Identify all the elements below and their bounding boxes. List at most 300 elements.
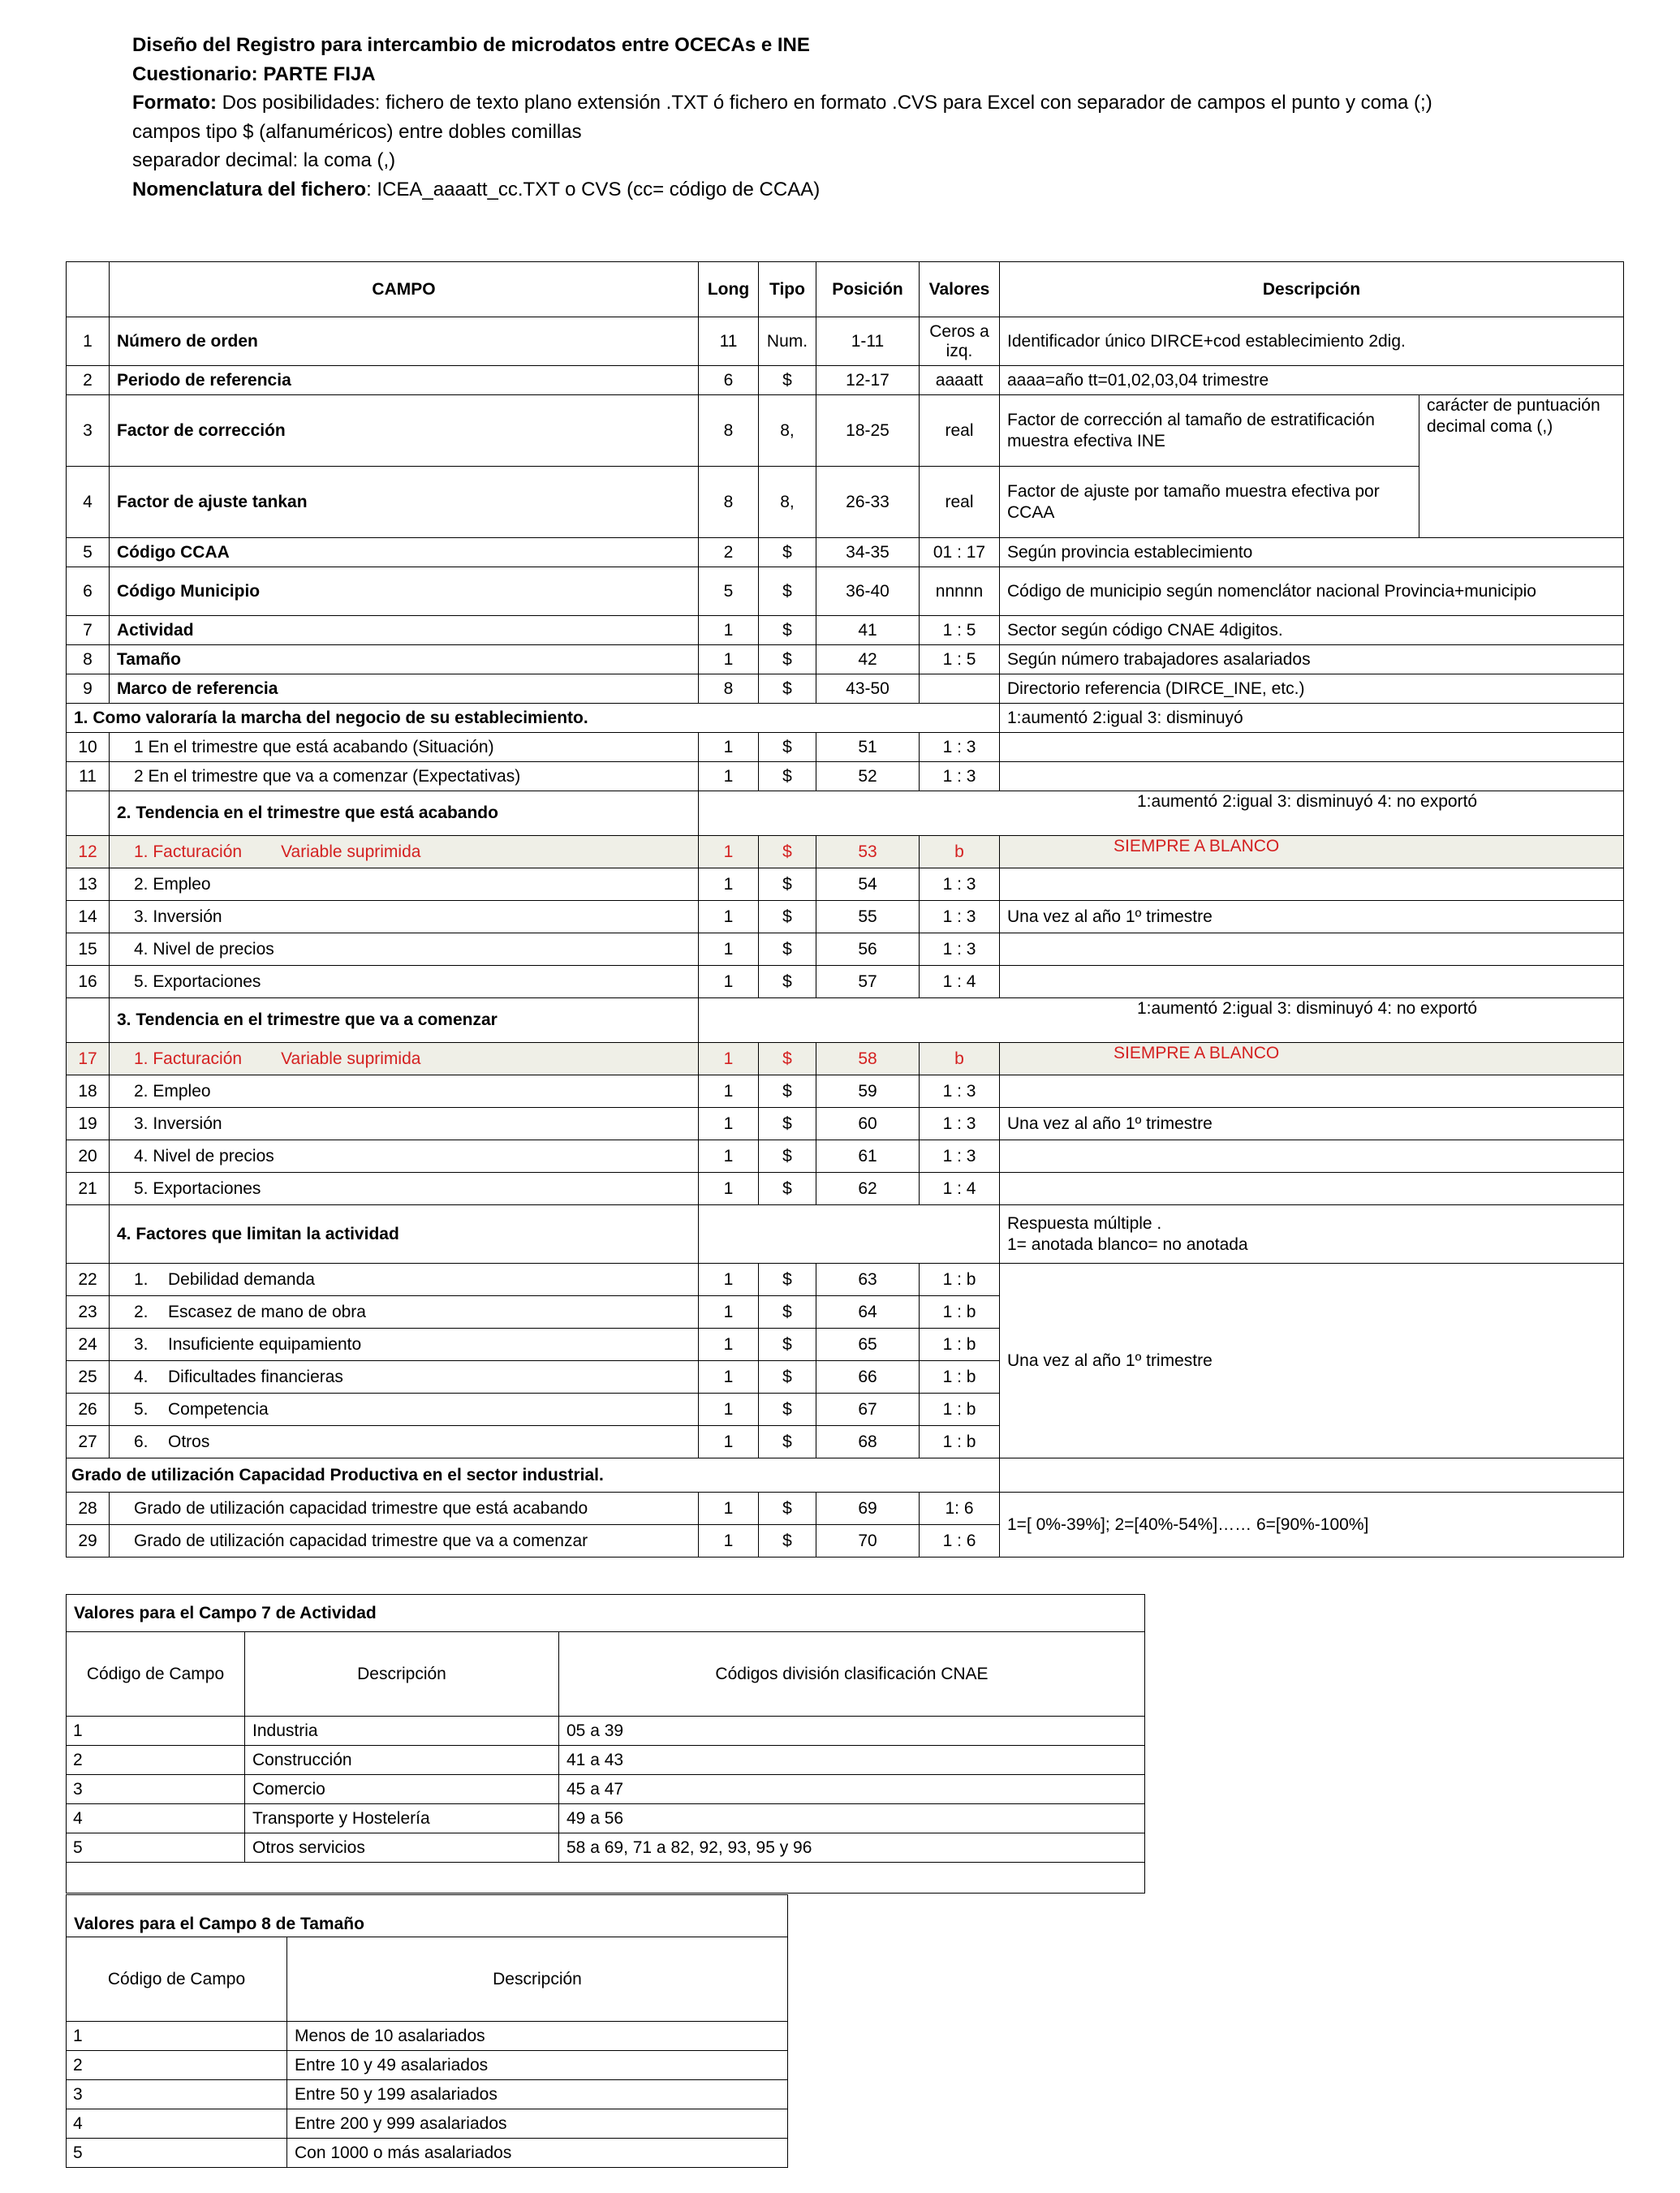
field-name: 3. Inversión [110,901,699,933]
field-description: Una vez al año 1º trimestre [1000,1264,1624,1458]
field-description: Sector según código CNAE 4digitos. [1000,616,1624,645]
field-length: 1 [699,1264,759,1296]
field-length: 8 [699,467,759,538]
row-number: 29 [67,1525,110,1558]
section-title: 3. Tendencia en el trimestre que va a comenzar [110,998,699,1043]
field-name [110,1329,699,1361]
section-title: 4. Factores que limitan la actividad [110,1205,699,1264]
field-values: 1 : b [920,1329,1000,1361]
decimal-note: separador decimal: la coma (,) [132,149,396,171]
col-header-posicion: Posición [816,262,920,317]
field-name: Factor de ajuste tankan [110,467,699,538]
empty-row [67,1863,1145,1894]
table-row [67,567,1624,616]
field-type: $ [759,1329,816,1361]
row-number: 20 [67,1140,110,1173]
field-position: 42 [816,645,920,674]
row-number: 26 [67,1394,110,1426]
field-length: 1 [699,1043,759,1075]
field-length: 1 [699,1394,759,1426]
table-row [67,538,1624,567]
code-cell: 1 [67,1717,245,1746]
code-cell: 1 [67,2022,287,2051]
cnae-cell: 45 a 47 [559,1775,1145,1804]
table-row [67,868,1624,901]
field-values: 1 : b [920,1296,1000,1329]
doc-subtitle: Cuestionario: PARTE FIJA [132,62,376,85]
item-number: 4. [134,1367,149,1386]
field-type: $ [759,1140,816,1173]
table-row [67,2139,788,2168]
code-cell: 5 [67,1833,245,1863]
table-row [67,2022,788,2051]
description-cell: Transporte y Hostelería [245,1804,559,1833]
field-description [1000,868,1624,901]
description-cell: Entre 50 y 199 asalariados [287,2080,788,2109]
field-length: 1 [699,1493,759,1525]
field-values: 01 : 17 [920,538,1000,567]
field-type: $ [759,1264,816,1296]
field-type: $ [759,674,816,704]
section-values-legend [1000,1205,1624,1264]
item-number: 3. [134,1334,149,1354]
table-row [67,2109,788,2139]
field-description: Factor de ajuste por tamaño muestra efectiva por CCAA [1000,467,1419,538]
field-values: 1 : 3 [920,733,1000,762]
field-type: $ [759,933,816,966]
field-length: 8 [699,395,759,467]
field-position: 41 [816,616,920,645]
table-row [67,2051,788,2080]
doc-title: Diseño del Registro para intercambio de microdatos entre OCECAs e INE [132,34,810,56]
table-row [67,645,1624,674]
record-layout-table [66,261,1624,1558]
nomenclature-line [132,175,1432,205]
field-length: 5 [699,567,759,616]
table7-header-codigo: Código de Campo [67,1632,245,1717]
code-cell: 2 [67,2051,287,2080]
row-number [67,1205,110,1264]
row-number: 24 [67,1329,110,1361]
field-name [110,1043,699,1075]
format-text: Dos posibilidades: fichero de texto plano extensión .TXT ó fichero en formato .CVS para Excel con separador de campos el punto y coma (;) [217,92,1432,114]
row-number: 19 [67,1108,110,1140]
table-row [67,733,1624,762]
row-number: 5 [67,538,110,567]
field-values: 1 : b [920,1264,1000,1296]
table-row [67,966,1624,998]
table-row [67,467,1624,538]
col-header-campo: CAMPO [110,262,699,317]
field-type: $ [759,538,816,567]
format-label: Formato: [132,92,217,114]
field-description: aaaa=año tt=01,02,03,04 trimestre [1000,366,1624,395]
row-number: 11 [67,762,110,791]
field-position: 54 [816,868,920,901]
cnae-cell: 49 a 56 [559,1804,1145,1833]
field-name [110,836,699,868]
row-number: 18 [67,1075,110,1108]
row-number: 16 [67,966,110,998]
field-values: 1: 6 [920,1493,1000,1525]
field-description: Una vez al año 1º trimestre [1000,1108,1624,1140]
table-row [67,1717,1145,1746]
row-number: 28 [67,1493,110,1525]
field-length: 1 [699,1075,759,1108]
field-values: 1 : 5 [920,616,1000,645]
field-type: $ [759,901,816,933]
field-length: 1 [699,616,759,645]
field-length: 1 [699,1108,759,1140]
row-number: 12 [67,836,110,868]
field-values: 1 : b [920,1394,1000,1426]
field-position: 67 [816,1394,920,1426]
field-values: aaaatt [920,366,1000,395]
field-description: Según provincia establecimiento [1000,538,1624,567]
field-description [1000,966,1624,998]
field-length: 1 [699,868,759,901]
row-number: 14 [67,901,110,933]
field-length: 1 [699,1361,759,1394]
field-values: 1 : b [920,1361,1000,1394]
field-type: $ [759,762,816,791]
field-values: real [920,395,1000,467]
table-row [67,317,1624,366]
section-values-legend: 1:aumentó 2:igual 3: disminuyó 4: no exportó [699,998,1624,1043]
field-position: 58 [816,1043,920,1075]
field-name [110,1296,699,1329]
field-position: 61 [816,1140,920,1173]
legend-line-2: 1= anotada blanco= no anotada [1007,1234,1248,1254]
field-description: Identificador único DIRCE+cod establecimiento 2dig. [1000,317,1624,366]
row-number: 3 [67,395,110,467]
field-position: 18-25 [816,395,920,467]
description-cell: Menos de 10 asalariados [287,2022,788,2051]
field-description [1000,933,1624,966]
field-name: 5. Exportaciones [110,966,699,998]
row-number: 1 [67,317,110,366]
field-values: 1 : 3 [920,1140,1000,1173]
field-position: 26-33 [816,467,920,538]
row-number: 21 [67,1173,110,1205]
field-name-text: 1. Facturación [134,842,243,861]
field-position: 34-35 [816,538,920,567]
description-cell: Construcción [245,1746,559,1775]
field-position: 43-50 [816,674,920,704]
cnae-cell: 05 a 39 [559,1717,1145,1746]
field-position: 56 [816,933,920,966]
field-length: 2 [699,538,759,567]
col-header-descripcion: Descripción [1000,262,1624,317]
field-type: $ [759,1361,816,1394]
col-header-valores: Valores [920,262,1000,317]
field-type: $ [759,733,816,762]
field-type: 8, [759,395,816,467]
field-values: 1 : 6 [920,1525,1000,1558]
field-description [1000,1140,1624,1173]
table-row [67,1173,1624,1205]
field-type: $ [759,1493,816,1525]
field-description [1000,1173,1624,1205]
field-values: 1 : 4 [920,966,1000,998]
item-number: 2. [134,1302,149,1321]
field-type: $ [759,366,816,395]
description-cell: Entre 200 y 999 asalariados [287,2109,788,2139]
row-number: 10 [67,733,110,762]
table-row [67,1493,1624,1525]
code-cell: 4 [67,2109,287,2139]
field-type: $ [759,1108,816,1140]
suppressed-label: Variable suprimida [281,1049,421,1068]
col-header-long: Long [699,262,759,317]
field-name [110,1394,699,1426]
table8-title: Valores para el Campo 8 de Tamaño [67,1895,788,1937]
field-values: b [920,1043,1000,1075]
field-length: 6 [699,366,759,395]
field-type: 8, [759,467,816,538]
field-name: Código CCAA [110,538,699,567]
field-values: Ceros a izq. [920,317,1000,366]
field-position: 52 [816,762,920,791]
field-position: 57 [816,966,920,998]
description-cell: Con 1000 o más asalariados [287,2139,788,2168]
field-type: $ [759,1525,816,1558]
table-row [67,1863,1145,1894]
field-name-text: 1. Facturación [134,1049,243,1068]
table7-title: Valores para el Campo 7 de Actividad [67,1595,1145,1632]
field-name: 5. Exportaciones [110,1173,699,1205]
section-row [67,998,1624,1043]
item-number: 1. [134,1269,149,1289]
field-description: 1=[ 0%-39%]; 2=[40%-54%]…… 6=[90%-100%] [1000,1493,1624,1558]
table-row [67,616,1624,645]
field-name: 2 En el trimestre que va a comenzar (Expectativas) [110,762,699,791]
field-position: 53 [816,836,920,868]
row-number [67,998,110,1043]
row-number: 15 [67,933,110,966]
field-name: Grado de utilización capacidad trimestre que está acabando [110,1493,699,1525]
field-values: 1 : 3 [920,1108,1000,1140]
row-number [67,791,110,836]
field-type: $ [759,1296,816,1329]
field-position: 60 [816,1108,920,1140]
field-position: 62 [816,1173,920,1205]
row-number: 4 [67,467,110,538]
code-cell: 3 [67,2080,287,2109]
section-title: Grado de utilización Capacidad Productiva en el sector industrial. [67,1458,1000,1493]
row-number: 27 [67,1426,110,1458]
field-type: $ [759,1043,816,1075]
field-name [110,1361,699,1394]
section-empty [1000,1458,1624,1493]
row-number: 8 [67,645,110,674]
field-type: $ [759,1394,816,1426]
table8-title-row [67,1895,788,1937]
field-position: 66 [816,1361,920,1394]
table-row [67,762,1624,791]
field-name: 4. Nivel de precios [110,933,699,966]
code-cell: 2 [67,1746,245,1775]
field-type: $ [759,868,816,901]
col-header-tipo: Tipo [759,262,816,317]
section-row [67,704,1624,733]
legend-line-1: Respuesta múltiple . [1007,1213,1162,1233]
field-position: 68 [816,1426,920,1458]
row-number: 22 [67,1264,110,1296]
table-row [67,1746,1145,1775]
item-label: Otros [168,1432,210,1451]
suppressed-row [67,836,1624,868]
table-row [67,1804,1145,1833]
field-name: 4. Nivel de precios [110,1140,699,1173]
field-description: SIEMPRE A BLANCO [1000,836,1624,868]
field-description: Una vez al año 1º trimestre [1000,901,1624,933]
table-row [67,1075,1624,1108]
field-name: Tamaño [110,645,699,674]
row-number: 6 [67,567,110,616]
field-length: 1 [699,1140,759,1173]
field-length: 1 [699,966,759,998]
section-title: 1. Como valoraría la marcha del negocio de su establecimiento. [67,704,1000,733]
section-values-legend: 1:aumentó 2:igual 3: disminuyó 4: no exportó [699,791,1624,836]
field-length: 1 [699,762,759,791]
field-values: 1 : 3 [920,868,1000,901]
item-number: 5. [134,1399,149,1419]
cnae-cell: 41 a 43 [559,1746,1145,1775]
field-description [1000,1075,1624,1108]
field-length: 1 [699,645,759,674]
field-position: 36-40 [816,567,920,616]
table7-header-row [67,1632,1145,1717]
table-row [67,366,1624,395]
nomenclature-text: : ICEA_aaaatt_cc.TXT o CVS (cc= código de CCAA) [366,178,821,200]
field-values [920,674,1000,704]
field-values: 1 : 5 [920,645,1000,674]
field-type: $ [759,1426,816,1458]
field-description [1000,733,1624,762]
field-description: Código de municipio según nomenclátor nacional Provincia+municipio [1000,567,1624,616]
field-description [1000,762,1624,791]
row-number: 23 [67,1296,110,1329]
table8-header-descripcion: Descripción [287,1937,788,2022]
field-position: 64 [816,1296,920,1329]
item-label: Insuficiente equipamiento [168,1334,362,1354]
table-row [67,1264,1624,1296]
field-type: $ [759,1173,816,1205]
field-values: 1 : 3 [920,933,1000,966]
suppressed-label: Variable suprimida [281,842,421,861]
field-position: 55 [816,901,920,933]
table-row [67,1775,1145,1804]
field-type: $ [759,1075,816,1108]
section-row [67,1205,1624,1264]
table-header-row [67,262,1624,317]
field-name: 3. Inversión [110,1108,699,1140]
section-row [67,791,1624,836]
field-name: Número de orden [110,317,699,366]
field-values: real [920,467,1000,538]
code-cell: 4 [67,1804,245,1833]
table7-title-row [67,1595,1145,1632]
row-number: 9 [67,674,110,704]
table-row [67,1108,1624,1140]
field-description: SIEMPRE A BLANCO [1000,1043,1624,1075]
table-row [67,674,1624,704]
field-type: $ [759,567,816,616]
item-label: Escasez de mano de obra [168,1302,366,1321]
row-number: 17 [67,1043,110,1075]
item-label: Competencia [168,1399,269,1419]
field-name: Periodo de referencia [110,366,699,395]
field-name [110,1264,699,1296]
field-length: 1 [699,1296,759,1329]
field-description: Directorio referencia (DIRCE_INE, etc.) [1000,674,1624,704]
field-length: 11 [699,317,759,366]
field-name: Factor de corrección [110,395,699,467]
field-length: 1 [699,1525,759,1558]
code-cell: 3 [67,1775,245,1804]
section-row [67,1458,1624,1493]
section-empty [699,1205,1000,1264]
field-name: Marco de referencia [110,674,699,704]
document-header [132,31,1432,204]
field-length: 1 [699,1329,759,1361]
field-position: 51 [816,733,920,762]
suppressed-row [67,1043,1624,1075]
field-description: Factor de corrección al tamaño de estratificación muestra efectiva INE [1000,395,1419,467]
field-position: 63 [816,1264,920,1296]
field-length: 1 [699,901,759,933]
field-position: 59 [816,1075,920,1108]
description-cell: Entre 10 y 49 asalariados [287,2051,788,2080]
field-position: 12-17 [816,366,920,395]
table7-header-cnae: Códigos división clasificación CNAE [559,1632,1145,1717]
field-values: 1 : 3 [920,762,1000,791]
field-values: 1 : 4 [920,1173,1000,1205]
table7-header-descripcion: Descripción [245,1632,559,1717]
field-values: 1 : b [920,1426,1000,1458]
field-type: $ [759,836,816,868]
size-values-table [66,1894,788,2168]
table-row [67,933,1624,966]
field-length: 1 [699,1426,759,1458]
description-cell: Comercio [245,1775,559,1804]
field-description: Según número trabajadores asalariados [1000,645,1624,674]
table8-header-row [67,1937,788,2022]
section-values-legend: 1:aumentó 2:igual 3: disminuyó [1000,704,1624,733]
field-name: Grado de utilización capacidad trimestre que va a comenzar [110,1525,699,1558]
table-row [67,1833,1145,1863]
description-cell: Otros servicios [245,1833,559,1863]
table-row [67,2080,788,2109]
fields-note: campos tipo $ (alfanuméricos) entre dobles comillas [132,120,582,143]
row-number: 13 [67,868,110,901]
item-number: 6. [134,1432,149,1451]
description-cell: Industria [245,1717,559,1746]
field-name [110,1426,699,1458]
table-row [67,395,1624,467]
field-name: 2. Empleo [110,868,699,901]
field-name: Actividad [110,616,699,645]
row-number: 7 [67,616,110,645]
field-position: 69 [816,1493,920,1525]
field-length: 1 [699,836,759,868]
field-position: 65 [816,1329,920,1361]
decimal-note: carácter de puntuación decimal coma (,) [1419,395,1624,538]
field-type: $ [759,966,816,998]
field-name: Código Municipio [110,567,699,616]
activity-values-table [66,1594,1145,1894]
